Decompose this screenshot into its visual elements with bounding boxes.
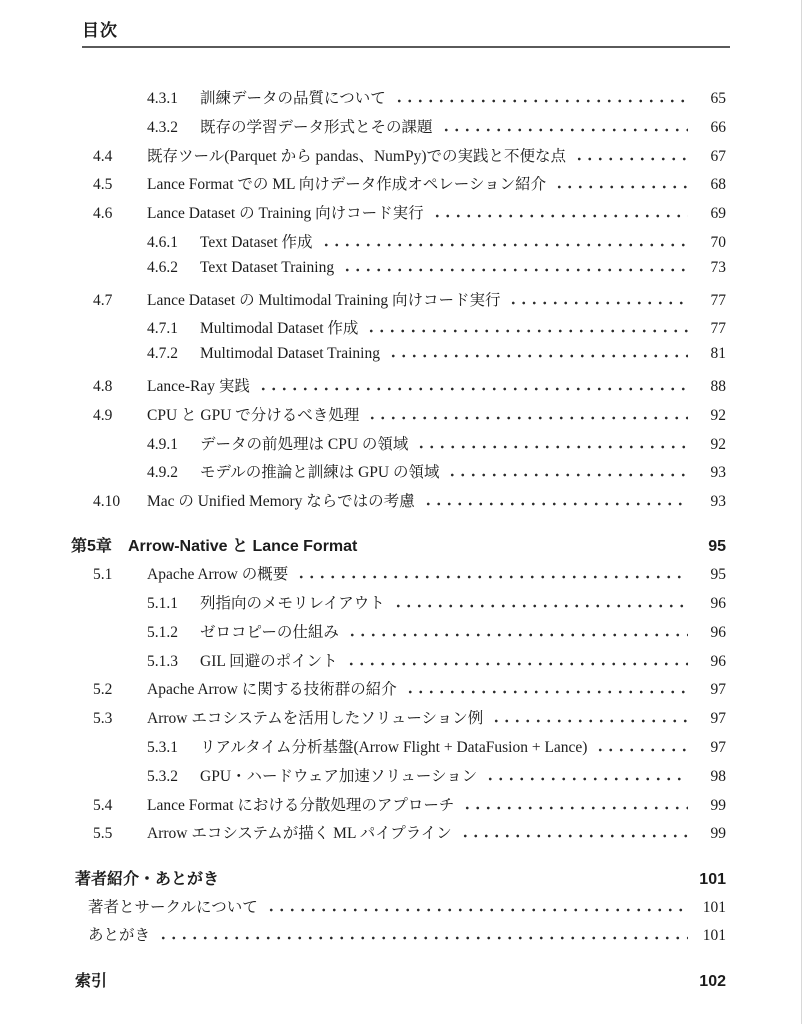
entry-page: 92 xyxy=(710,435,726,453)
dot-leader xyxy=(266,908,688,912)
toc-entry[interactable] xyxy=(0,591,808,620)
entry-title: Lance Format における分散処理のアプローチ xyxy=(147,796,455,814)
entry-page: 65 xyxy=(710,90,726,107)
entry-number: 5.1.2 xyxy=(147,623,178,641)
dot-leader xyxy=(460,834,688,838)
entry-number: 4.6 xyxy=(93,205,113,223)
entry-title: Multimodal Dataset 作成 xyxy=(200,320,359,338)
toc-entry[interactable] xyxy=(0,895,808,924)
dot-leader xyxy=(432,214,688,218)
entry-title: ゼロコピーの仕組み xyxy=(200,623,339,641)
entry-title: Text Dataset 作成 xyxy=(200,233,313,251)
entry-number: 4.6.2 xyxy=(147,258,178,276)
entry-title: あとがき xyxy=(88,927,151,945)
entry-title: Text Dataset Training xyxy=(200,258,335,276)
entry-page: 99 xyxy=(710,796,726,814)
entry-title: Mac の Unified Memory ならではの考慮 xyxy=(147,493,415,511)
entry-page: 97 xyxy=(710,739,726,757)
entry-page: 96 xyxy=(710,595,726,613)
entry-title: Lance Dataset の Multimodal Training 向けコード実行 xyxy=(147,291,501,309)
entry-number: 4.3.1 xyxy=(147,90,178,107)
entry-title: GPU・ハードウェア加速ソリューション xyxy=(200,767,478,785)
entry-page: 96 xyxy=(710,652,726,670)
dot-leader xyxy=(508,301,688,305)
dot-leader xyxy=(367,416,688,420)
entry-page: 88 xyxy=(710,377,726,395)
entry-page: 77 xyxy=(710,291,726,309)
entry-number: 第5章 xyxy=(71,538,112,556)
entry-title: Lance Dataset の Training 向けコード実行 xyxy=(147,205,424,223)
entry-number: 5.4 xyxy=(93,796,113,814)
toc-entry[interactable] xyxy=(0,460,808,489)
dot-leader xyxy=(115,982,685,986)
toc-entry[interactable] xyxy=(0,923,808,952)
entry-number: 4.5 xyxy=(93,176,113,194)
entry-page: 99 xyxy=(710,825,726,843)
entry-page: 101 xyxy=(702,898,726,916)
entry-number: 4.7.1 xyxy=(147,320,178,338)
entry-number: 4.10 xyxy=(93,493,121,511)
dot-leader xyxy=(416,445,688,449)
toc-entry[interactable] xyxy=(0,677,808,706)
entry-title: Apache Arrow の概要 xyxy=(147,566,289,584)
entry-title: Arrow エコシステムを活用したソリューション例 xyxy=(147,710,484,728)
entry-number: 4.3.2 xyxy=(147,118,178,136)
entry-title: Apache Arrow に関する技術群の紹介 xyxy=(147,681,397,699)
entry-title: リアルタイム分析基盤(Arrow Flight + DataFusion + Lance) xyxy=(200,739,588,757)
entry-page: 92 xyxy=(710,406,726,424)
entry-number: 4.8 xyxy=(93,377,113,395)
entry-number: 4.9.1 xyxy=(147,435,178,453)
entry-title: 既存ツール(Parquet から pandas、NumPy)での実践と不便な点 xyxy=(147,147,567,165)
entry-page: 95 xyxy=(710,566,726,584)
toc-entry[interactable] xyxy=(0,259,808,288)
dot-leader xyxy=(595,748,688,752)
toc-entry[interactable] xyxy=(0,201,808,230)
entry-number: 5.1 xyxy=(93,566,113,584)
entry-page: 67 xyxy=(710,147,726,165)
entry-page: 66 xyxy=(710,118,726,136)
toc-entry[interactable] xyxy=(0,793,808,822)
page-edge-line xyxy=(801,0,802,1024)
entry-page: 93 xyxy=(710,464,726,482)
dot-leader xyxy=(485,777,688,781)
entry-number: 4.6.1 xyxy=(147,233,178,251)
entry-number: 5.3.1 xyxy=(147,739,178,757)
entry-page: 68 xyxy=(710,176,726,194)
entry-title: 著者紹介・あとがき xyxy=(75,870,220,888)
toc-entry[interactable] xyxy=(0,968,808,997)
dot-leader xyxy=(491,719,688,723)
toc-entry[interactable] xyxy=(0,821,808,850)
toc-entry[interactable] xyxy=(0,432,808,461)
page-title: 目次 xyxy=(82,21,118,40)
toc-entry[interactable] xyxy=(0,706,808,735)
entry-page: 101 xyxy=(699,870,726,888)
dot-leader xyxy=(423,502,688,506)
dot-leader xyxy=(441,128,688,132)
toc-entry[interactable] xyxy=(0,533,808,562)
toc-entry[interactable] xyxy=(0,764,808,793)
entry-number: 4.7.2 xyxy=(147,345,178,363)
dot-leader xyxy=(365,547,688,551)
dot-leader xyxy=(393,604,688,608)
entry-number: 5.2 xyxy=(93,681,113,699)
dot-leader xyxy=(347,633,688,637)
entry-title: Lance-Ray 実践 xyxy=(147,377,250,395)
entry-number: 4.4 xyxy=(93,147,113,165)
toc-entry[interactable] xyxy=(0,345,808,374)
toc-header xyxy=(82,22,730,48)
toc-entry[interactable] xyxy=(0,374,808,403)
entry-page: 96 xyxy=(710,623,726,641)
dot-leader xyxy=(342,268,688,272)
dot-leader xyxy=(405,690,688,694)
entry-number: 4.7 xyxy=(93,291,113,309)
entry-number: 5.1.1 xyxy=(147,595,178,613)
dot-leader xyxy=(296,575,688,579)
entry-number: 5.5 xyxy=(93,825,113,843)
entry-page: 69 xyxy=(710,205,726,223)
toc-entry[interactable] xyxy=(0,172,808,201)
toc-entry[interactable] xyxy=(0,866,808,895)
entry-page: 81 xyxy=(710,345,726,363)
toc-entry[interactable] xyxy=(0,620,808,649)
entry-page: 73 xyxy=(710,258,726,276)
dot-leader xyxy=(388,354,688,358)
entry-page: 97 xyxy=(710,710,726,728)
entry-title: Lance Format での ML 向けデータ作成オペレーション紹介 xyxy=(147,176,547,194)
toc-entry[interactable] xyxy=(0,403,808,432)
toc-entry[interactable] xyxy=(0,115,808,144)
entry-title: CPU と GPU で分けるべき処理 xyxy=(147,406,360,424)
dot-leader xyxy=(447,473,688,477)
dot-leader xyxy=(227,880,685,884)
toc-entry[interactable] xyxy=(0,735,808,764)
entry-title: データの前処理は CPU の領域 xyxy=(200,435,409,453)
entry-page: 101 xyxy=(702,927,726,945)
dot-leader xyxy=(462,806,688,810)
toc-entry[interactable] xyxy=(0,230,808,259)
entry-title: モデルの推論と訓練は GPU の領域 xyxy=(200,464,440,482)
dot-leader xyxy=(346,662,688,666)
entry-number: 5.3.2 xyxy=(147,767,178,785)
entry-title: Arrow エコシステムが描く ML パイプライン xyxy=(147,825,452,843)
entry-page: 102 xyxy=(699,972,726,990)
entry-page: 70 xyxy=(710,233,726,251)
entry-title: 訓練データの品質について xyxy=(200,90,386,107)
toc-entry[interactable] xyxy=(0,288,808,317)
entry-title: Multimodal Dataset Training xyxy=(200,345,380,363)
dot-leader xyxy=(258,387,688,391)
toc-entry[interactable] xyxy=(0,562,808,591)
dot-leader xyxy=(158,936,688,940)
entry-page: 97 xyxy=(710,681,726,699)
entry-page: 77 xyxy=(710,320,726,338)
toc-entry[interactable] xyxy=(0,86,808,115)
dot-leader xyxy=(554,185,688,189)
entry-page: 93 xyxy=(710,493,726,511)
entry-title: 列指向のメモリレイアウト xyxy=(200,595,385,613)
entry-number: 4.9.2 xyxy=(147,464,178,482)
entry-title: 既存の学習データ形式とその課題 xyxy=(200,118,433,136)
dot-leader xyxy=(394,99,688,103)
entry-title: 著者とサークルについて xyxy=(88,898,258,916)
entry-number: 4.9 xyxy=(93,406,113,424)
toc-list xyxy=(0,86,808,996)
dot-leader xyxy=(366,329,688,333)
toc-entry[interactable] xyxy=(0,489,808,518)
entry-title: Arrow-Native と Lance Format xyxy=(128,538,358,556)
dot-leader xyxy=(574,157,688,161)
entry-number: 5.3 xyxy=(93,710,113,728)
entry-title: GIL 回避のポイント xyxy=(200,652,338,670)
entry-number: 5.1.3 xyxy=(147,652,178,670)
dot-leader xyxy=(321,243,688,247)
toc-entry[interactable] xyxy=(0,316,808,345)
entry-title: 索引 xyxy=(75,972,108,990)
toc-entry[interactable] xyxy=(0,144,808,173)
toc-entry[interactable] xyxy=(0,649,808,678)
entry-page: 98 xyxy=(710,767,726,785)
entry-page: 95 xyxy=(708,538,726,556)
